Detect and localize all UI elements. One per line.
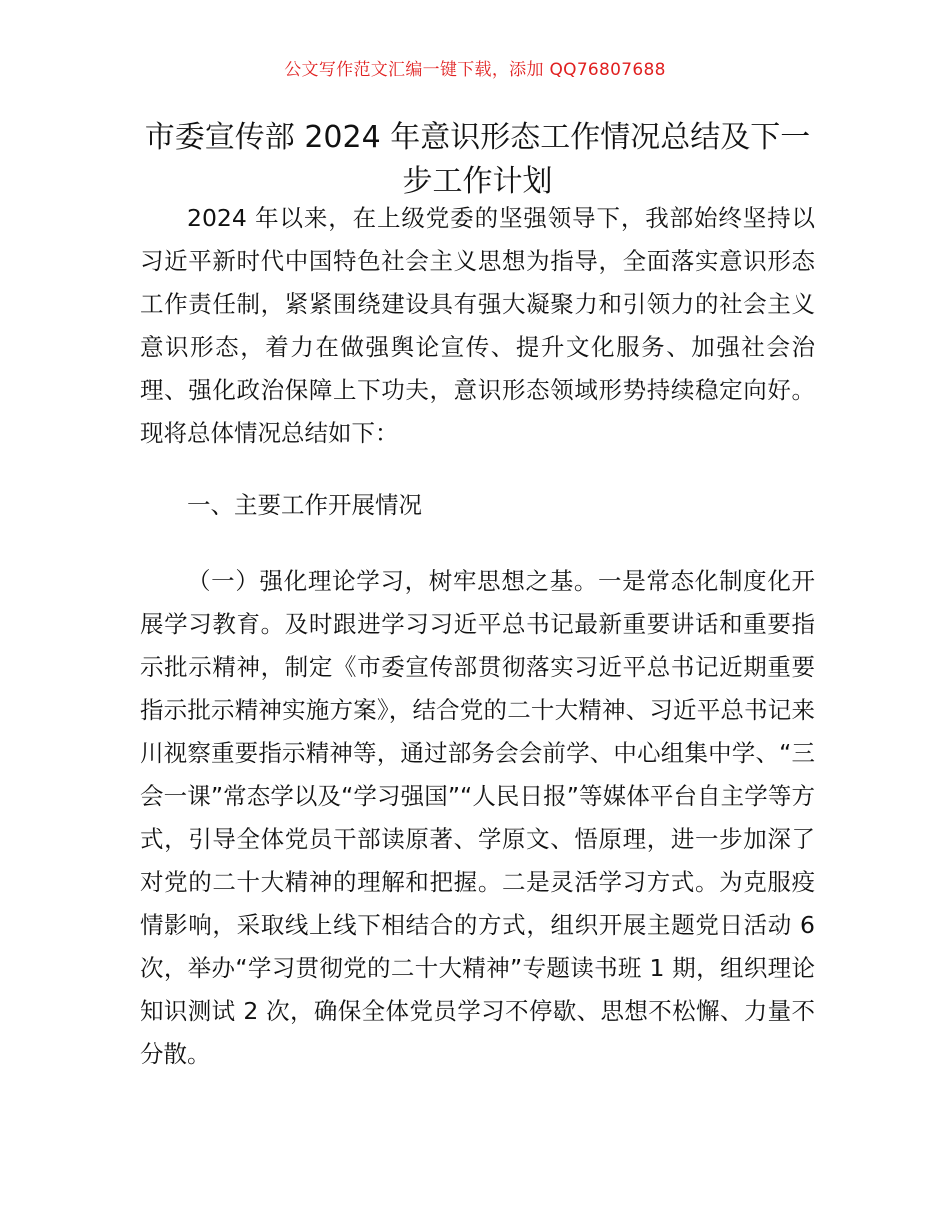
intro-paragraph: 2024 年以来，在上级党委的坚强领导下，我部始终坚持以习近平新时代中国特色社会主义思想为指导，全面落实意识形态工作责任制，紧紧围绕建设具有强大凝聚力和引领力的社会主义意识形态，着力在做强舆论宣传、提升文化服务、加强社会治理、强化政治保障上下功夫，意识形态领域形势持续稳定向好。现将总体情况总结如下：: [140, 204, 815, 447]
section-heading: 一、主要工作开展情况: [187, 491, 422, 519]
document-title: 市委宣传部 2024 年意识形态工作情况总结及下一步工作计划: [144, 120, 811, 199]
body-paragraph-1: （一）强化理论学习，树牢思想之基。一是常态化制度化开展学习教育。及时跟进学习习近平总书记最新重要讲话和重要指示批示精神，制定《市委宣传部贯彻落实习近平总书记近期重要指示批示精神实施方案》，结合党的二十大精神、习近平总书记来川视察重要指示精神等，通过部务会会前学、中心组集中学、“三会一课”常态学以及“学习强国”“人民日报”等媒体平台自主学等方式，引导全体党员干部读原著、学原文、悟原理，进一步加深了对党的二十大精神的理解和把握。二是灵活学习方式。为克服疫情影响，采取线上线下相结合的方式，组织开展主题党日活动 6 次，举办“学习贯彻党的二十大精神”专题读书班 1 期，组织理论知识测试 2 次，确保全体党员学习不停歇、思想不松懈、力量不分散。: [140, 567, 815, 1068]
download-promo-note: 公文写作范文汇编一键下载，添加 QQ76807688: [284, 60, 666, 80]
